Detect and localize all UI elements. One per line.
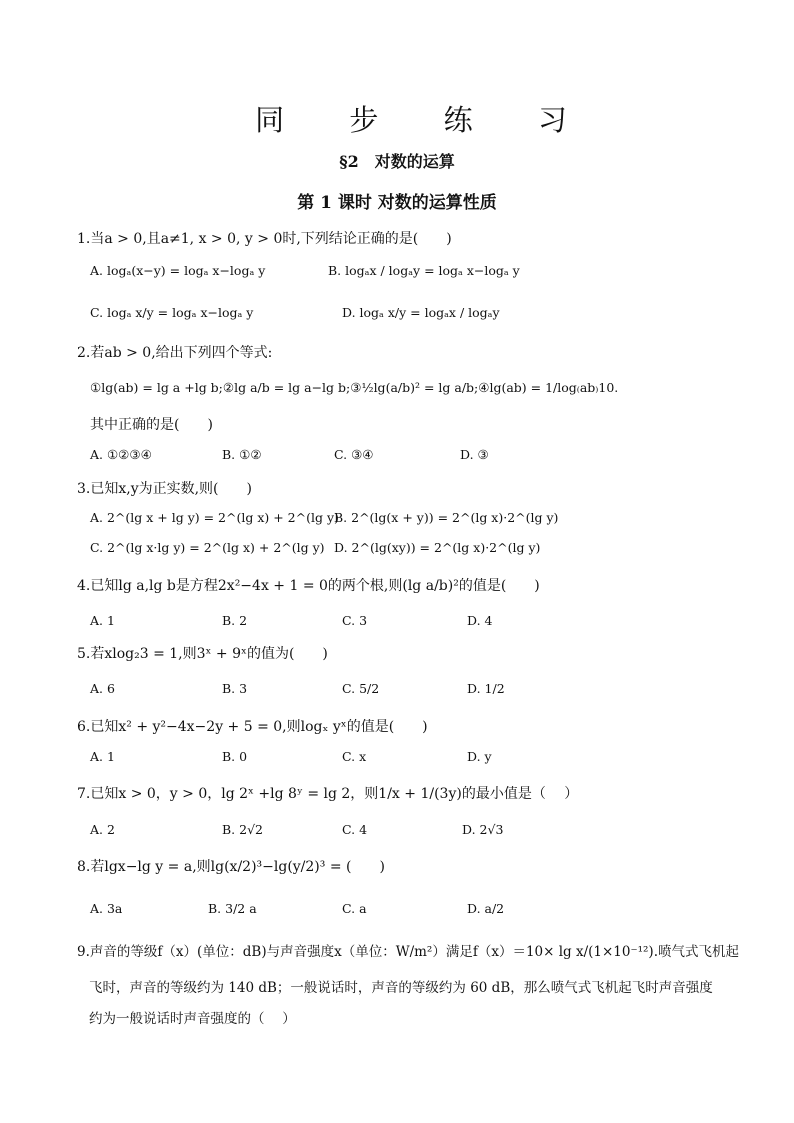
section-title: §2 对数的运算 xyxy=(339,152,455,171)
question-3-option-a: A. 2^(lg x + lg y) = 2^(lg x) + 2^(lg y) xyxy=(90,510,339,525)
question-9-line-3: 约为一般说话时声音强度的（ ） xyxy=(89,1011,296,1027)
lesson-title: 第 1 课时 对数的运算性质 xyxy=(297,193,497,213)
question-7-option-a: A. 2 xyxy=(90,822,115,837)
question-1-option-d: D. logₐ x/y = logₐx / logₐy xyxy=(342,305,500,320)
question-8-option-b: B. 3/2 a xyxy=(208,901,257,916)
question-6-stem: 6.已知x² + y²−4x−2y + 5 = 0,则logₓ yˣ的值是( ) xyxy=(77,719,428,735)
question-5-option-d: D. 1/2 xyxy=(467,681,505,696)
question-5-option-c: C. 5/2 xyxy=(342,681,380,696)
question-2-option-d: D. ③ xyxy=(460,447,489,462)
question-3-option-d: D. 2^(lg(xy)) = 2^(lg x)·2^(lg y) xyxy=(334,540,541,555)
question-7-stem: 7.已知x > 0，y > 0，lg 2ˣ +lg 8ʸ = lg 2，则1/x + 1/(3y)的最小值是（ ） xyxy=(77,786,579,802)
question-1-option-b: B. logₐx / logₐy = logₐ x−logₐ y xyxy=(328,263,520,278)
question-7-option-d: D. 2√3 xyxy=(462,822,504,837)
question-9-line-2: 飞时，声音的等级约为 140 dB；一般说话时，声音的等级约为 60 dB，那么喷气式飞机起飞时声音强度 xyxy=(89,980,713,996)
question-8-option-a: A. 3a xyxy=(90,901,123,916)
question-8-option-c: C. a xyxy=(342,901,367,916)
question-2-stem: 2.若ab > 0,给出下列四个等式: xyxy=(77,345,273,361)
question-4-option-a: A. 1 xyxy=(90,613,115,628)
question-3-stem: 3.已知x,y为正实数,则( ) xyxy=(77,481,252,497)
question-5-stem: 5.若xlog₂3 = 1,则3ˣ + 9ˣ的值为( ) xyxy=(77,646,328,662)
question-2-formula: ①lg(ab) = lg a +lg b;②lg a/b = lg a−lg b;③½lg(a/b)² = lg a/b;④lg(ab) = 1/log₍ab₎10. xyxy=(90,380,619,395)
question-2-option-b: B. ①② xyxy=(222,447,262,462)
question-4-option-c: C. 3 xyxy=(342,613,368,628)
question-3-option-c: C. 2^(lg x·lg y) = 2^(lg x) + 2^(lg y) xyxy=(90,540,325,555)
question-1-option-c: C. logₐ x/y = logₐ x−logₐ y xyxy=(90,305,254,320)
question-7-option-b: B. 2√2 xyxy=(222,822,264,837)
question-7-option-c: C. 4 xyxy=(342,822,368,837)
question-4-stem: 4.已知lg a,lg b是方程2x²−4x + 1 = 0的两个根,则(lg a/b)²的值是( ) xyxy=(77,578,540,594)
question-2-option-a: A. ①②③④ xyxy=(90,447,152,462)
question-8-option-d: D. a/2 xyxy=(467,901,505,916)
question-6-option-d: D. y xyxy=(467,749,492,764)
page-title: 同 步 练 习 xyxy=(255,103,595,137)
question-6-option-c: C. x xyxy=(342,749,367,764)
question-6-option-b: B. 0 xyxy=(222,749,248,764)
question-4-option-d: D. 4 xyxy=(467,613,493,628)
question-1-stem: 1.当a > 0,且a≠1, x > 0, y > 0时,下列结论正确的是( ) xyxy=(77,231,452,247)
question-1-option-a: A. logₐ(x−y) = logₐ x−logₐ y xyxy=(90,263,266,278)
question-3-option-b: B. 2^(lg(x + y)) = 2^(lg x)·2^(lg y) xyxy=(334,510,559,525)
question-4-option-b: B. 2 xyxy=(222,613,248,628)
question-5-option-a: A. 6 xyxy=(90,681,115,696)
question-8-stem: 8.若lgx−lg y = a,则lg(x/2)³−lg(y/2)³ = ( ) xyxy=(77,859,385,875)
question-6-option-a: A. 1 xyxy=(90,749,115,764)
question-2-option-c: C. ③④ xyxy=(334,447,374,462)
question-5-option-b: B. 3 xyxy=(222,681,248,696)
question-2-stem-2: 其中正确的是( ) xyxy=(90,417,213,433)
question-9-stem: 9.声音的等级f（x）(单位：dB)与声音强度x（单位：W/m²）满足f（x）＝10× lg x/(1×10⁻¹²).喷气式飞机起 xyxy=(77,944,739,960)
